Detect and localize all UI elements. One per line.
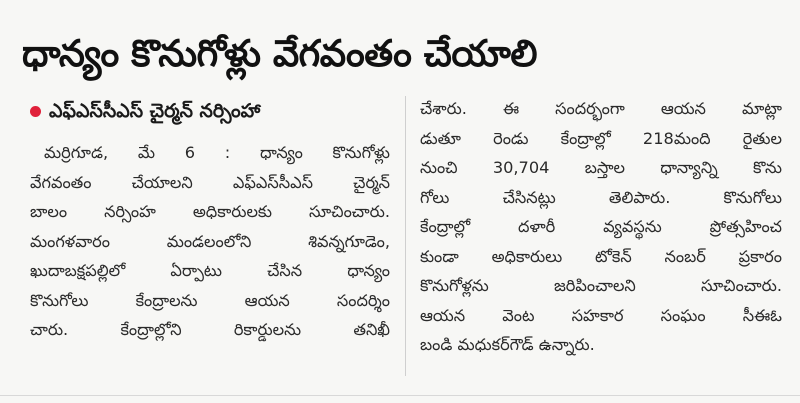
text-line: కొనుగోళ్లను జరిపించాలని సూచించారు. bbox=[420, 276, 782, 295]
bottom-rule bbox=[0, 395, 800, 396]
cropped-next-article bbox=[0, 389, 800, 403]
text-line: బాలం నర్సింహ అధికారులకు సూచించారు. bbox=[30, 202, 390, 221]
red-bullet-icon bbox=[30, 106, 41, 117]
subheading-text: ఎఫ్ఎస్‌సీఎస్ చైర్మన్ నర్సింహా bbox=[49, 100, 261, 122]
right-paragraph bbox=[420, 94, 782, 360]
cropped-previous-article bbox=[0, 0, 800, 14]
text-line: కేంద్రాల్లో దళారీ వ్యవస్థను ప్రోత్సహించ bbox=[420, 217, 782, 236]
text-line: వేగవంతం చేయాలని ఎఫ్ఎస్‌సీఎస్ చైర్మన్ bbox=[30, 172, 390, 192]
text-line: గోలు చేసినట్లు తెలిపారు. కొనుగోలు bbox=[420, 187, 782, 207]
text-line: బండి మధుకర్‌గౌడ్ ఉన్నారు. bbox=[420, 335, 595, 354]
subheading bbox=[30, 94, 390, 128]
text-line: చారు. కేంద్రాల్లోని రికార్డులను తనిఖీ bbox=[30, 320, 390, 339]
text-line: మంగళవారం మండలంలోని శివన్నగూడెం, bbox=[30, 231, 390, 251]
text-line: మర్రిగూడ, మే 6 : ధాన్యం కొనుగోళ్లు bbox=[44, 143, 390, 162]
left-column bbox=[30, 94, 390, 345]
text-line: ఆయన వెంట సహకార సంఘం సీఈఓ bbox=[420, 305, 782, 325]
text-line: ఖుదాబక్షపల్లిలో ఏర్పాటు చేసిన ధాన్యం bbox=[30, 261, 390, 280]
left-paragraph bbox=[30, 138, 390, 345]
right-column bbox=[420, 94, 782, 360]
text-line: కొనుగోలు కేంద్రాలను ఆయన సందర్శిం bbox=[30, 290, 390, 310]
column-divider bbox=[405, 96, 406, 376]
headline: ధాన్యం కొనుగోళ్లు వేగవంతం చేయాలి bbox=[22, 32, 537, 75]
text-line: నుంచి 30,704 బస్తాల ధాన్యాన్ని కొను bbox=[420, 158, 782, 177]
text-line: డుతూ రెండు కేంద్రాల్లో 218మంది రైతుల bbox=[420, 128, 782, 148]
text-line: కుండా అధికారులు టోకెన్ నంబర్ ప్రకారం bbox=[420, 246, 782, 266]
text-line: చేశారు. ఈ సందర్భంగా ఆయన మాట్లా bbox=[420, 99, 782, 118]
